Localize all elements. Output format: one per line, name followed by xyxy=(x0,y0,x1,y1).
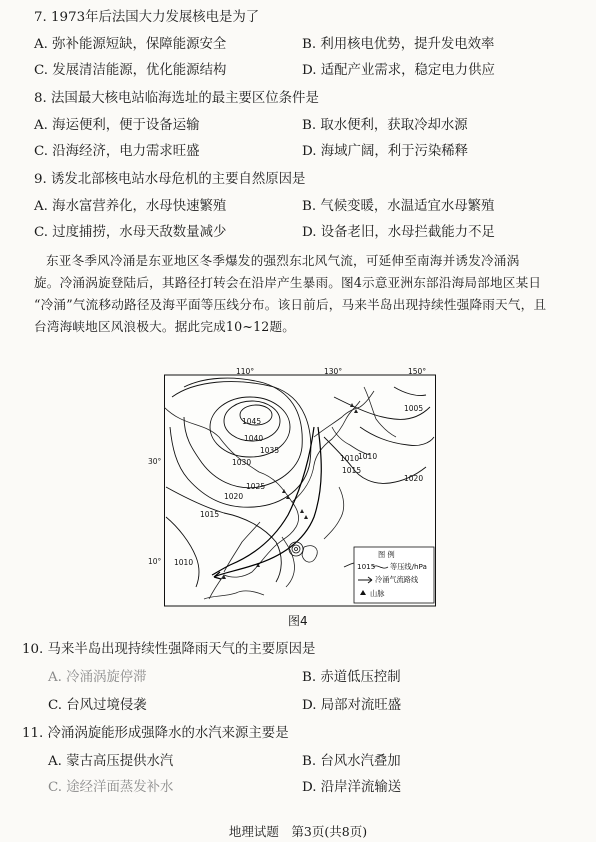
q8-stem: 8. 法国最大核电站临海选址的最主要区位条件是 xyxy=(34,91,319,106)
q9-option-c: C. 过度捕捞，水母天敌数量减少 xyxy=(34,225,227,240)
q8-option-a: A. 海运便利，便于设备运输 xyxy=(34,118,200,133)
isobar-label-1010: 1010 xyxy=(174,558,194,567)
q9-option-b: B. 气候变暖，水温适宜水母繁殖 xyxy=(302,199,495,214)
q11-option-b: B. 台风水汽叠加 xyxy=(302,754,401,769)
q8-option-d: D. 海域广阔，利于污染稀释 xyxy=(302,144,469,159)
q11-option-d: D. 沿岸洋流输送 xyxy=(302,780,402,795)
isobar-label-1015: 1015 xyxy=(200,510,220,519)
isobar-label-1020-east: 1020 xyxy=(404,474,424,483)
q9-option-d: D. 设备老旧，水母拦截能力不足 xyxy=(302,225,495,240)
q11-option-c: C. 途经洋面蒸发补水 xyxy=(48,780,174,795)
passage-line-1: 东亚冬季风冷涌是东亚地区冬季爆发的强烈东北风气流，可延伸至南海并诱发冷涌涡 xyxy=(46,253,520,268)
legend-path-label: 冷涌气流路线 xyxy=(375,575,419,584)
isobar-label-1045: 1045 xyxy=(242,417,262,426)
isobar-label-1025: 1025 xyxy=(246,482,266,491)
map-svg xyxy=(164,367,436,607)
passage-line-3: “冷涌”气流移动路径及海平面等压线分布。该日前后，马来半岛出现持续性强降雨天气，且 xyxy=(34,297,547,312)
isobar-label-1015-east: 1015 xyxy=(342,466,362,475)
legend-title: 图 例 xyxy=(378,550,395,559)
q11-stem: 11. 冷涌涡旋能形成强降水的水汽来源主要是 xyxy=(22,726,289,741)
passage-line-4: 台湾海峡地区风浪极大。据此完成10~12题。 xyxy=(34,319,296,334)
figure-4-map xyxy=(164,367,436,607)
q9-stem: 9. 诱发北部核电站水母危机的主要自然原因是 xyxy=(34,172,306,187)
q7-option-d: D. 适配产业需求，稳定电力供应 xyxy=(302,63,495,78)
q7-stem: 7. 1973年后法国大力发展核电是为了 xyxy=(34,10,260,25)
q8-option-b: B. 取水便利，获取冷却水源 xyxy=(302,118,468,133)
q10-option-b: B. 赤道低压控制 xyxy=(302,670,401,685)
lon-label-150: 150° xyxy=(408,367,427,376)
q7-option-a: A. 弥补能源短缺，保障能源安全 xyxy=(34,37,227,52)
lat-label-30: 30° xyxy=(148,457,162,466)
isobar-label-1035: 1035 xyxy=(260,446,280,455)
isobar-label-1010-mid: 1010 xyxy=(340,454,360,463)
q10-option-a: A. 冷涌涡旋停滞 xyxy=(48,670,147,685)
q10-option-d: D. 局部对流旺盛 xyxy=(302,698,402,713)
legend-isobar-label: 等压线/hPa xyxy=(390,562,427,571)
q9-option-a: A. 海水富营养化，水母快速繁殖 xyxy=(34,199,227,214)
q11-option-a: A. 蒙古高压提供水汽 xyxy=(48,754,174,769)
q7-option-c: C. 发展清洁能源，优化能源结构 xyxy=(34,63,227,78)
isobar-label-1040: 1040 xyxy=(244,434,264,443)
lat-label-10: 10° xyxy=(148,557,162,566)
legend-mountain-label: 山脉 xyxy=(370,589,385,598)
lon-label-110: 110° xyxy=(236,367,255,376)
passage-line-2: 旋。冷涌涡旋登陆后，其路径打转会在沿岸产生暴雨。图4示意亚洲东部沿海局部地区某日 xyxy=(34,275,542,290)
isobar-label-1005: 1005 xyxy=(404,404,424,413)
legend-isobar-sample: 1015 xyxy=(357,562,376,571)
isobar-label-1010-east: 1010 xyxy=(358,452,378,461)
isobar-label-1030: 1030 xyxy=(232,458,252,467)
map-legend xyxy=(354,547,434,603)
page-footer: 地理试题 第3页(共8页) xyxy=(228,824,368,839)
q10-stem: 10. 马来半岛出现持续性强降雨天气的主要原因是 xyxy=(22,642,316,657)
isobar-label-1020: 1020 xyxy=(224,492,244,501)
figure-caption: 图4 xyxy=(288,614,308,628)
passage xyxy=(34,250,574,338)
q10-option-c: C. 台风过境侵袭 xyxy=(48,698,147,713)
q7-option-b: B. 利用核电优势，提升发电效率 xyxy=(302,37,495,52)
q8-option-c: C. 沿海经济，电力需求旺盛 xyxy=(34,144,200,159)
lon-label-130: 130° xyxy=(324,367,343,376)
